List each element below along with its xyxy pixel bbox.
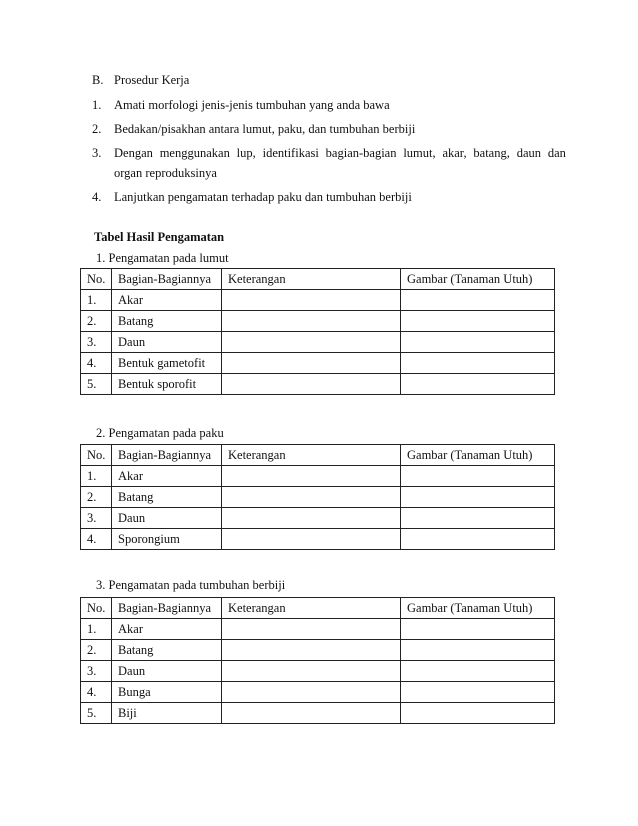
table-row bbox=[81, 487, 555, 508]
row-part-cell: Akar bbox=[112, 619, 222, 640]
table-row bbox=[81, 332, 555, 353]
gambar-cell[interactable] bbox=[401, 682, 555, 703]
row-part-cell: Daun bbox=[112, 661, 222, 682]
procedure-step-3 bbox=[92, 146, 566, 161]
step-word: menggunakan bbox=[159, 146, 230, 160]
gambar-cell[interactable] bbox=[401, 487, 555, 508]
row-part-cell: Bentuk sporofit bbox=[112, 374, 222, 395]
table-row bbox=[81, 529, 555, 550]
results-title: Tabel Hasil Pengamatan bbox=[94, 230, 225, 244]
step-number: 4. bbox=[92, 190, 102, 204]
keterangan-cell[interactable] bbox=[222, 529, 401, 550]
table-header-cell: No. bbox=[81, 445, 112, 466]
row-part-cell: Batang bbox=[112, 487, 222, 508]
table-row bbox=[81, 661, 555, 682]
step-text: Lanjutkan pengamatan terhadap paku dan tumbuhan berbiji bbox=[114, 190, 412, 204]
table-row bbox=[81, 508, 555, 529]
procedure-step-3-continued: organ reproduksinya bbox=[114, 166, 217, 180]
table-paku bbox=[80, 444, 555, 550]
table-lumut bbox=[80, 268, 555, 395]
step-number: 3. bbox=[92, 146, 102, 160]
keterangan-cell[interactable] bbox=[222, 332, 401, 353]
row-part-cell: Biji bbox=[112, 703, 222, 724]
table-row bbox=[81, 311, 555, 332]
row-part-cell: Bentuk gametofit bbox=[112, 353, 222, 374]
procedure-step-2 bbox=[92, 122, 415, 137]
table-header-cell: Keterangan bbox=[222, 598, 401, 619]
table-header-cell: Bagian-Bagiannya bbox=[112, 445, 222, 466]
step-word: daun bbox=[516, 146, 541, 160]
table-header-cell: No. bbox=[81, 269, 112, 290]
row-part-cell: Daun bbox=[112, 332, 222, 353]
gambar-cell[interactable] bbox=[401, 311, 555, 332]
keterangan-cell[interactable] bbox=[222, 311, 401, 332]
row-part-cell: Akar bbox=[112, 290, 222, 311]
keterangan-cell[interactable] bbox=[222, 374, 401, 395]
step-word: bagian-bagian bbox=[325, 146, 397, 160]
table-header-cell: Bagian-Bagiannya bbox=[112, 269, 222, 290]
step-text bbox=[114, 146, 566, 161]
table-header-cell: Gambar (Tanaman Utuh) bbox=[401, 269, 555, 290]
table-header-cell: Gambar (Tanaman Utuh) bbox=[401, 445, 555, 466]
table-row bbox=[81, 619, 555, 640]
gambar-cell[interactable] bbox=[401, 353, 555, 374]
row-number-cell: 3. bbox=[81, 332, 112, 353]
table-header-cell: No. bbox=[81, 598, 112, 619]
row-part-cell: Bunga bbox=[112, 682, 222, 703]
procedure-heading-letter: B. bbox=[92, 73, 104, 87]
table-1-caption: 1. Pengamatan pada lumut bbox=[96, 251, 229, 265]
keterangan-cell[interactable] bbox=[222, 508, 401, 529]
table-header-cell: Gambar (Tanaman Utuh) bbox=[401, 598, 555, 619]
gambar-cell[interactable] bbox=[401, 290, 555, 311]
row-number-cell: 5. bbox=[81, 703, 112, 724]
table-header-cell: Bagian-Bagiannya bbox=[112, 598, 222, 619]
table-row bbox=[81, 466, 555, 487]
step-text: Bedakan/pisakhan antara lumut, paku, dan tumbuhan berbiji bbox=[114, 122, 416, 136]
procedure-step-1 bbox=[92, 98, 390, 113]
step-word: identifikasi bbox=[262, 146, 319, 160]
row-part-cell: Akar bbox=[112, 466, 222, 487]
gambar-cell[interactable] bbox=[401, 619, 555, 640]
table-row bbox=[81, 640, 555, 661]
keterangan-cell[interactable] bbox=[222, 487, 401, 508]
table-header-cell: Keterangan bbox=[222, 445, 401, 466]
table-header-cell: Keterangan bbox=[222, 269, 401, 290]
row-number-cell: 4. bbox=[81, 353, 112, 374]
keterangan-cell[interactable] bbox=[222, 353, 401, 374]
table-header-row bbox=[81, 445, 555, 466]
row-number-cell: 3. bbox=[81, 508, 112, 529]
row-number-cell: 2. bbox=[81, 311, 112, 332]
table-row bbox=[81, 703, 555, 724]
step-word: lumut, bbox=[403, 146, 436, 160]
step-word: akar, bbox=[442, 146, 467, 160]
row-number-cell: 5. bbox=[81, 374, 112, 395]
gambar-cell[interactable] bbox=[401, 661, 555, 682]
row-number-cell: 1. bbox=[81, 466, 112, 487]
keterangan-cell[interactable] bbox=[222, 619, 401, 640]
keterangan-cell[interactable] bbox=[222, 466, 401, 487]
table-row bbox=[81, 290, 555, 311]
row-number-cell: 2. bbox=[81, 640, 112, 661]
keterangan-cell[interactable] bbox=[222, 703, 401, 724]
step-word: batang, bbox=[473, 146, 510, 160]
step-text: Amati morfologi jenis-jenis tumbuhan yang anda bawa bbox=[114, 98, 390, 112]
row-part-cell: Sporongium bbox=[112, 529, 222, 550]
table-header-row bbox=[81, 598, 555, 619]
table-3-caption: 3. Pengamatan pada tumbuhan berbiji bbox=[96, 578, 286, 592]
step-word: lup, bbox=[236, 146, 256, 160]
procedure-heading bbox=[92, 73, 189, 88]
keterangan-cell[interactable] bbox=[222, 661, 401, 682]
gambar-cell[interactable] bbox=[401, 640, 555, 661]
table-header-row bbox=[81, 269, 555, 290]
table-2-caption: 2. Pengamatan pada paku bbox=[96, 426, 224, 440]
gambar-cell[interactable] bbox=[401, 703, 555, 724]
gambar-cell[interactable] bbox=[401, 508, 555, 529]
row-number-cell: 1. bbox=[81, 290, 112, 311]
step-number: 1. bbox=[92, 98, 102, 112]
row-part-cell: Daun bbox=[112, 508, 222, 529]
keterangan-cell[interactable] bbox=[222, 640, 401, 661]
keterangan-cell[interactable] bbox=[222, 290, 401, 311]
procedure-heading-text: Prosedur Kerja bbox=[114, 73, 190, 87]
row-number-cell: 1. bbox=[81, 619, 112, 640]
step-number: 2. bbox=[92, 122, 102, 136]
step-word: Dengan bbox=[114, 146, 153, 160]
row-part-cell: Batang bbox=[112, 640, 222, 661]
row-number-cell: 2. bbox=[81, 487, 112, 508]
table-row bbox=[81, 374, 555, 395]
row-number-cell: 4. bbox=[81, 682, 112, 703]
gambar-cell[interactable] bbox=[401, 466, 555, 487]
gambar-cell[interactable] bbox=[401, 332, 555, 353]
row-number-cell: 4. bbox=[81, 529, 112, 550]
table-row bbox=[81, 682, 555, 703]
step-word: dan bbox=[547, 146, 566, 160]
table-tumbuhan-berbiji bbox=[80, 597, 555, 724]
gambar-cell[interactable] bbox=[401, 529, 555, 550]
row-number-cell: 3. bbox=[81, 661, 112, 682]
gambar-cell[interactable] bbox=[401, 374, 555, 395]
procedure-step-4 bbox=[92, 190, 412, 205]
keterangan-cell[interactable] bbox=[222, 682, 401, 703]
row-part-cell: Batang bbox=[112, 311, 222, 332]
table-row bbox=[81, 353, 555, 374]
